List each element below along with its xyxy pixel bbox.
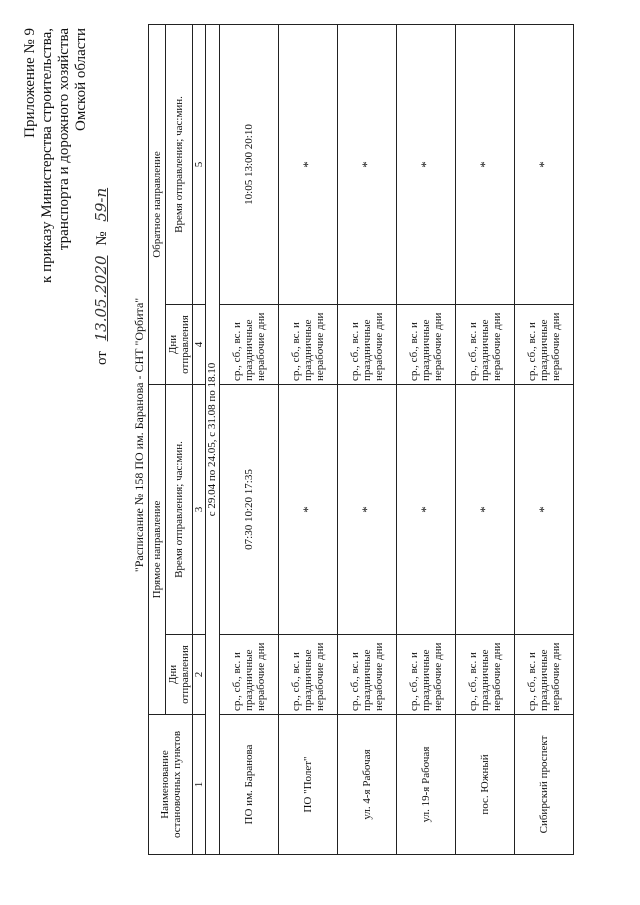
forward-time: * [456,384,515,634]
column-number: 5 [193,24,206,304]
reverse-days: ср., сб., вс. и праздничные нерабочие дни [220,304,279,384]
stop-name: ул. 19-я Рабочая [397,715,456,855]
schedule-title: "Расписание № 158 ПО им. Баранова - СНТ "Орбита" [132,297,146,573]
header-reverse: Обратное направление [149,24,166,384]
header-forward-time: Время отправления; час:мин. [166,384,193,634]
forward-time: 07:30 10:20 17:35 [220,384,279,634]
reverse-days: ср., сб., вс. и праздничные нерабочие дни [515,304,574,384]
reverse-days: ср., сб., вс. и праздничные нерабочие дни [456,304,515,384]
header-forward: Прямое направление [149,384,166,714]
order-date: 13.05.2020 [92,255,110,342]
appendix-line: Омской области [73,28,89,131]
reverse-time: 10:05 13:00 20:10 [220,24,279,304]
schedule-table [148,24,574,855]
column-number: 1 [193,715,206,855]
appendix-line: транспорта и дорожного хозяйства [56,28,72,251]
order-number: 59-п [92,187,110,222]
period-label: с 29.04 по 24.05, с 31.08 по 18.10 [206,24,220,854]
header-stops: Наименование остановочных пунктов [149,715,193,855]
stop-name: Сибирский проспект [515,715,574,855]
reverse-time: * [397,24,456,304]
order-number-label: № [94,231,110,246]
column-number: 2 [193,635,206,715]
table-row [515,24,574,854]
forward-days: ср., сб., вс. и праздничные нерабочие дни [220,635,279,715]
forward-time: * [397,384,456,634]
header-forward-days: Дни отправления [166,635,193,715]
appendix-line: к приказу Министерства строительства, [39,28,55,283]
forward-days: ср., сб., вс. и праздничные нерабочие дни [279,635,338,715]
stop-name: ПО им. Баранова [220,715,279,855]
appendix-line: Приложение № 9 [22,28,38,138]
reverse-days: ср., сб., вс. и праздничные нерабочие дни [338,304,397,384]
stop-name: пос. Южный [456,715,515,855]
table-row [338,24,397,854]
forward-days: ср., сб., вс. и праздничные нерабочие дни [515,635,574,715]
forward-time: * [279,384,338,634]
period-row [206,24,220,854]
table-row [397,24,456,854]
reverse-days: ср., сб., вс. и праздничные нерабочие дни [397,304,456,384]
stop-name: ул. 4-я Рабочая [338,715,397,855]
header-reverse-days: Дни отправления [166,304,193,384]
column-number: 3 [193,384,206,634]
forward-days: ср., сб., вс. и праздничные нерабочие дни [397,635,456,715]
reverse-days: ср., сб., вс. и праздничные нерабочие дни [279,304,338,384]
reverse-time: * [338,24,397,304]
reverse-time: * [279,24,338,304]
reverse-time: * [515,24,574,304]
forward-time: * [338,384,397,634]
stop-name: ПО "Полет" [279,715,338,855]
order-prefix: от [94,351,110,365]
forward-time: * [515,384,574,634]
column-number: 4 [193,304,206,384]
table-row [279,24,338,854]
appendix-header [22,28,90,283]
order-reference [92,182,111,365]
table-row [220,24,279,854]
reverse-time: * [456,24,515,304]
table-row [456,24,515,854]
forward-days: ср., сб., вс. и праздничные нерабочие дни [456,635,515,715]
forward-days: ср., сб., вс. и праздничные нерабочие дни [338,635,397,715]
column-numbers-row [193,24,206,854]
header-reverse-time: Время отправления; час:мин. [166,24,193,304]
